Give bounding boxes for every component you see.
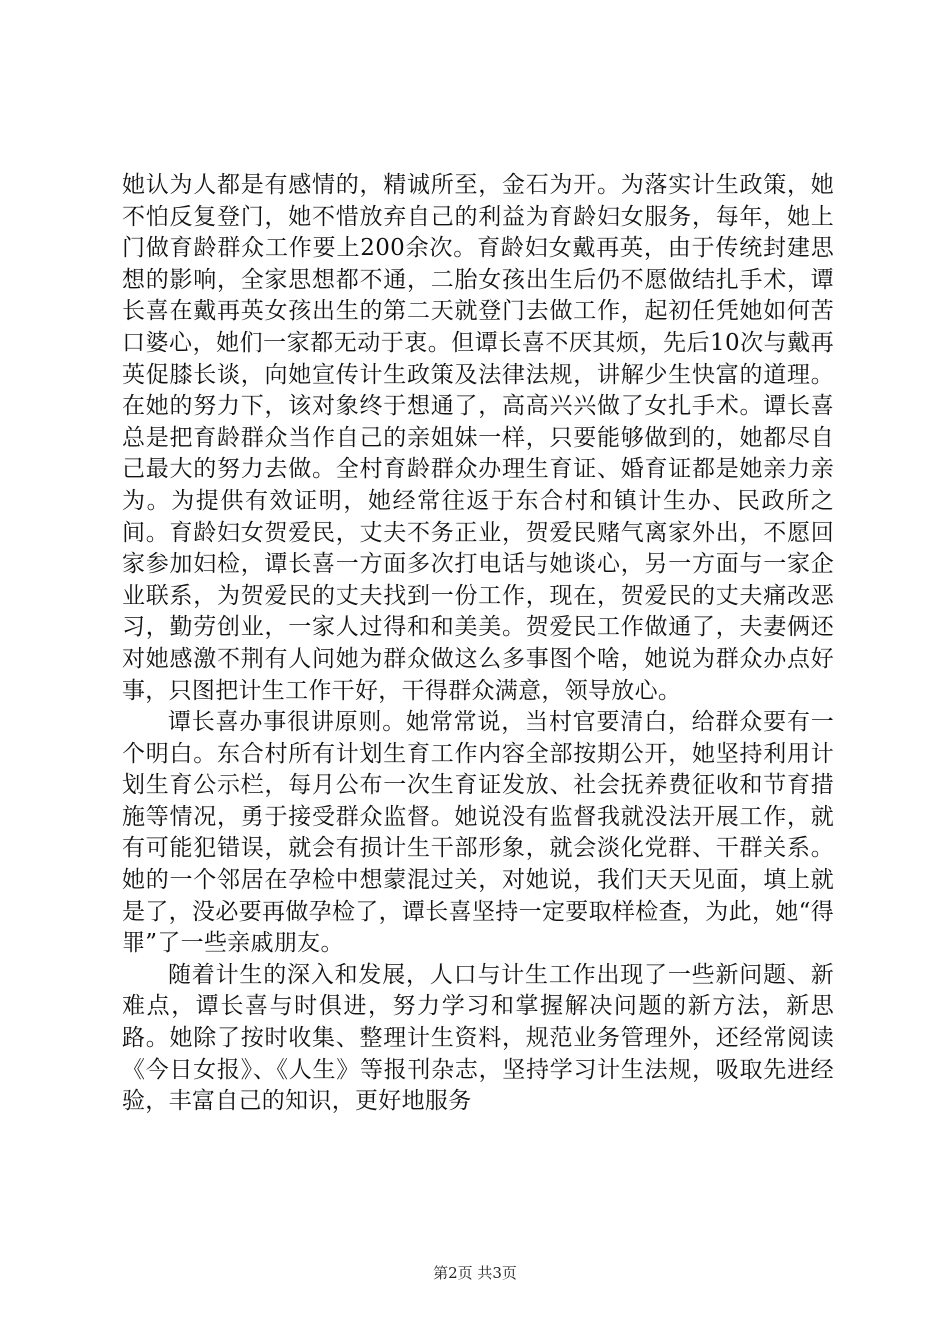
paragraph-2: 谭长喜办事很讲原则。她常常说，当村官要清白，给群众要有一个明白。东合村所有计划生育工作内容全部按期公开，她坚持利用计划生育公示栏，每月公布一次生育证发放、社会抚养费征收和节育措施等情况，勇于接受群众监督。她说没有监督我就没法开展工作，就有可能犯错误，就会有损计生干部形象，就会淡化党群、干群关系。她的一个邻居在孕检中想蒙混过关，对她说，我们天天见面，填上就是了，没必要再做孕检了，谭长喜坚持一定要取样检查，为此，她“得罪”了一些亲戚朋友。 — [122, 709, 834, 957]
body-text — [122, 170, 834, 1118]
paragraph-1: 她认为人都是有感情的，精诚所至，金石为开。为落实计生政策，她不怕反复登门，她不惜放弃自己的利益为育龄妇女服务，每年，她上门做育龄群众工作要上200余次。育龄妇女戴再英，由于传统封建思想的影响，全家思想都不通，二胎女孩出生后仍不愿做结扎手术，谭长喜在戴再英女孩出生的第二天就登门去做工作，起初任凭她如何苦口婆心，她们一家都无动于衷。但谭长喜不厌其烦，先后10次与戴再英促膝长谈，向她宣传计生政策及法律法规，讲解少生快富的道理。在她的努力下，该对象终于想通了，高高兴兴做了女扎手术。谭长喜总是把育龄群众当作自己的亲姐妹一样，只要能够做到的，她都尽自己最大的努力去做。全村育龄群众办理生育证、婚育证都是她亲力亲为。为提供有效证明，她经常往返于东合村和镇计生办、民政所之间。育龄妇女贺爱民，丈夫不务正业，贺爱民赌气离家外出，不愿回家参加妇检，谭长喜一方面多次打电话与她谈心，另一方面与一家企业联系，为贺爱民的丈夫找到一份工作，现在，贺爱民的丈夫痛改恶习，勤劳创业，一家人过得和和美美。贺爱民工作做通了，夫妻俩还对她感激不荆有人问她为群众做这么多事图个啥，她说为群众办点好事，只图把计生工作干好，干得群众满意，领导放心。 — [122, 172, 834, 704]
paragraph-3: 随着计生的深入和发展，人口与计生工作出现了一些新问题、新难点，谭长喜与时俱进，努力学习和掌握解决问题的新方法，新思路。她除了按时收集、整理计生资料，规范业务管理外，还经常阅读《今日女报》、《人生》等报刊杂志，坚持学习计生法规，吸取先进经验，丰富自己的知识，更好地服务 — [122, 961, 834, 1115]
page-footer: 第2页 共3页 — [433, 1264, 517, 1282]
